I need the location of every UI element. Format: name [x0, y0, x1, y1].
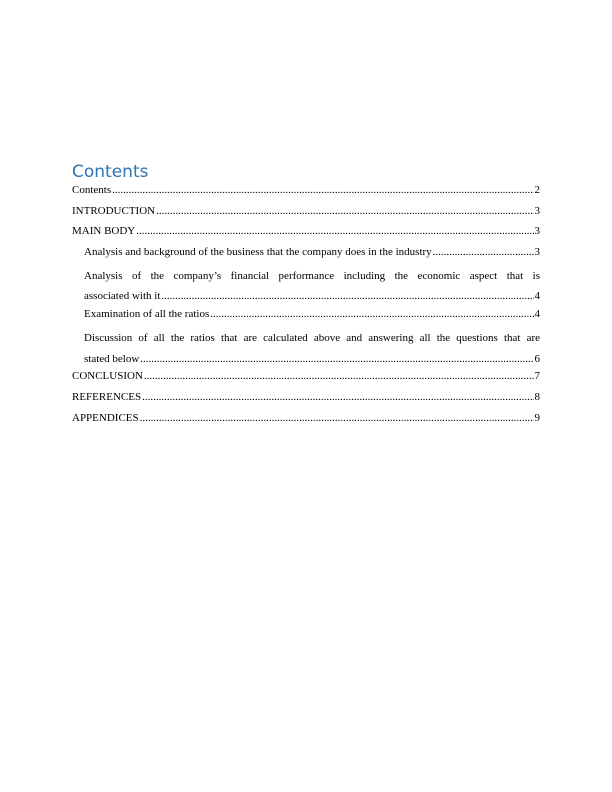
toc-entry-financial-performance[interactable] — [72, 266, 540, 307]
dot-leader — [144, 369, 534, 383]
toc-entry-analysis-background[interactable] — [72, 245, 540, 266]
toc-entry-text: Analysis and background of the business that the company does in the industry — [84, 246, 432, 259]
toc-page-number: 4 — [534, 290, 540, 303]
toc-page-number: 6 — [534, 352, 540, 365]
dot-leader — [136, 224, 533, 238]
toc-entry-examination-ratios[interactable] — [72, 307, 540, 328]
dot-leader — [161, 286, 533, 307]
toc-entry-introduction[interactable] — [72, 204, 540, 225]
dot-leader — [210, 307, 533, 321]
toc-entry-text-line2: associated with it — [84, 290, 161, 303]
toc-entry-text: Examination of all the ratios — [84, 308, 210, 321]
toc-entry-contents[interactable] — [72, 183, 540, 204]
dot-leader — [140, 411, 534, 425]
toc-entry-text-line1: Discussion of all the ratios that are calculated above and answering all the questions that are — [84, 331, 540, 344]
toc-page-number: 3 — [534, 225, 540, 238]
toc-entry-text: CONCLUSION — [72, 370, 143, 383]
toc-entry-text: APPENDICES — [72, 411, 139, 424]
dot-leader — [433, 245, 534, 259]
toc-entry-appendices[interactable] — [72, 411, 540, 432]
toc-page-number: 4 — [534, 308, 540, 321]
dot-leader — [142, 390, 533, 404]
dot-leader — [156, 204, 533, 218]
toc-entry-references[interactable] — [72, 390, 540, 411]
toc-entry-text: INTRODUCTION — [72, 204, 156, 217]
toc-heading: Contents — [72, 162, 149, 182]
toc-page-number: 7 — [534, 370, 540, 383]
toc-entry-text-line2: stated below — [84, 352, 140, 365]
toc-entry-text-line1: Analysis of the company’s financial performance including the economic aspect that is — [84, 269, 540, 282]
toc-entry-text: REFERENCES — [72, 390, 142, 403]
toc-entry-conclusion[interactable] — [72, 369, 540, 390]
dot-leader — [112, 183, 533, 197]
toc-page-number: 9 — [534, 411, 540, 424]
dot-leader — [140, 349, 533, 370]
toc-entry-text: MAIN BODY — [72, 225, 136, 238]
toc-entry-text: Contents — [72, 184, 112, 196]
toc-entry-discussion-ratios[interactable] — [72, 328, 540, 369]
table-of-contents — [72, 183, 540, 431]
toc-page-number: 8 — [534, 390, 540, 403]
toc-page-number: 2 — [534, 184, 540, 196]
toc-entry-main-body[interactable] — [72, 224, 540, 245]
toc-page-number: 3 — [534, 204, 540, 217]
toc-page-number: 3 — [534, 246, 540, 259]
